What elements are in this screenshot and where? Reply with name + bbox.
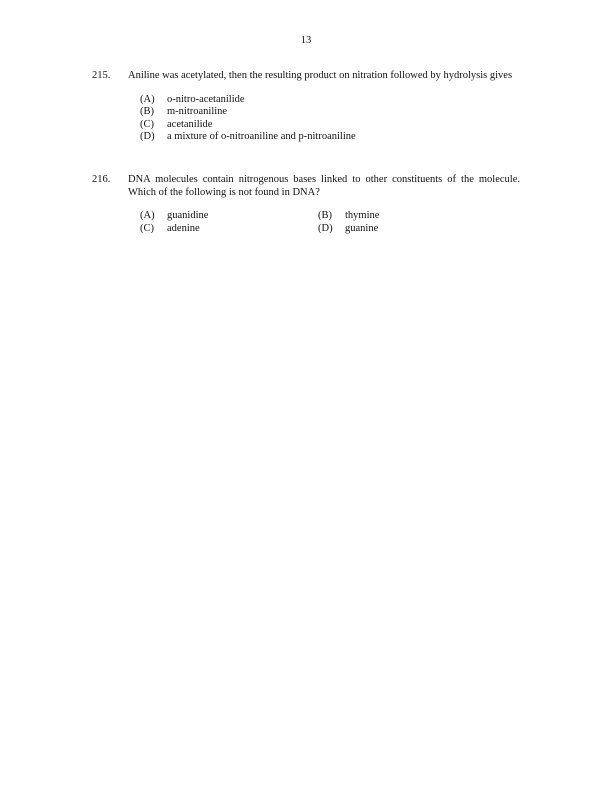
option-label: (B)	[140, 106, 154, 117]
answer-options	[140, 94, 520, 144]
question-number: 216.	[92, 174, 111, 185]
option-text: m-nitroaniline	[167, 106, 228, 117]
option-text: adenine	[167, 222, 200, 234]
question-215	[92, 70, 520, 144]
option-d	[140, 131, 356, 144]
option-label: (A)	[140, 210, 155, 221]
option-c	[140, 223, 318, 236]
page-number: 13	[300, 35, 312, 46]
option-label: (A)	[140, 93, 155, 105]
option-label: (D)	[318, 222, 333, 234]
question-number: 215.	[92, 70, 111, 81]
option-a	[140, 94, 245, 107]
option-d	[318, 223, 496, 236]
option-text: acetanilide	[167, 118, 213, 130]
option-label: (C)	[140, 222, 154, 234]
option-a	[140, 210, 318, 223]
option-b	[318, 210, 496, 223]
option-text: thymine	[345, 210, 380, 221]
option-label: (B)	[318, 210, 332, 221]
question-216	[92, 174, 520, 235]
option-text: guanidine	[167, 210, 209, 221]
option-text: a mixture of o-nitroaniline and p-nitroaniline	[167, 131, 356, 142]
option-b	[140, 106, 227, 119]
option-label: (D)	[140, 131, 155, 142]
option-label: (C)	[140, 118, 154, 130]
option-c	[140, 119, 212, 132]
option-text: o-nitro-acetanilide	[167, 93, 245, 105]
question-text: Aniline was acetylated, then the resulting product on nitration followed by hydrolysis gives	[128, 70, 513, 81]
question-text: DNA molecules contain nitrogenous bases linked to other constituents of the molecule. Which of the following is not found in DNA?	[128, 174, 520, 198]
answer-options	[140, 210, 520, 235]
option-text: guanine	[345, 222, 379, 234]
